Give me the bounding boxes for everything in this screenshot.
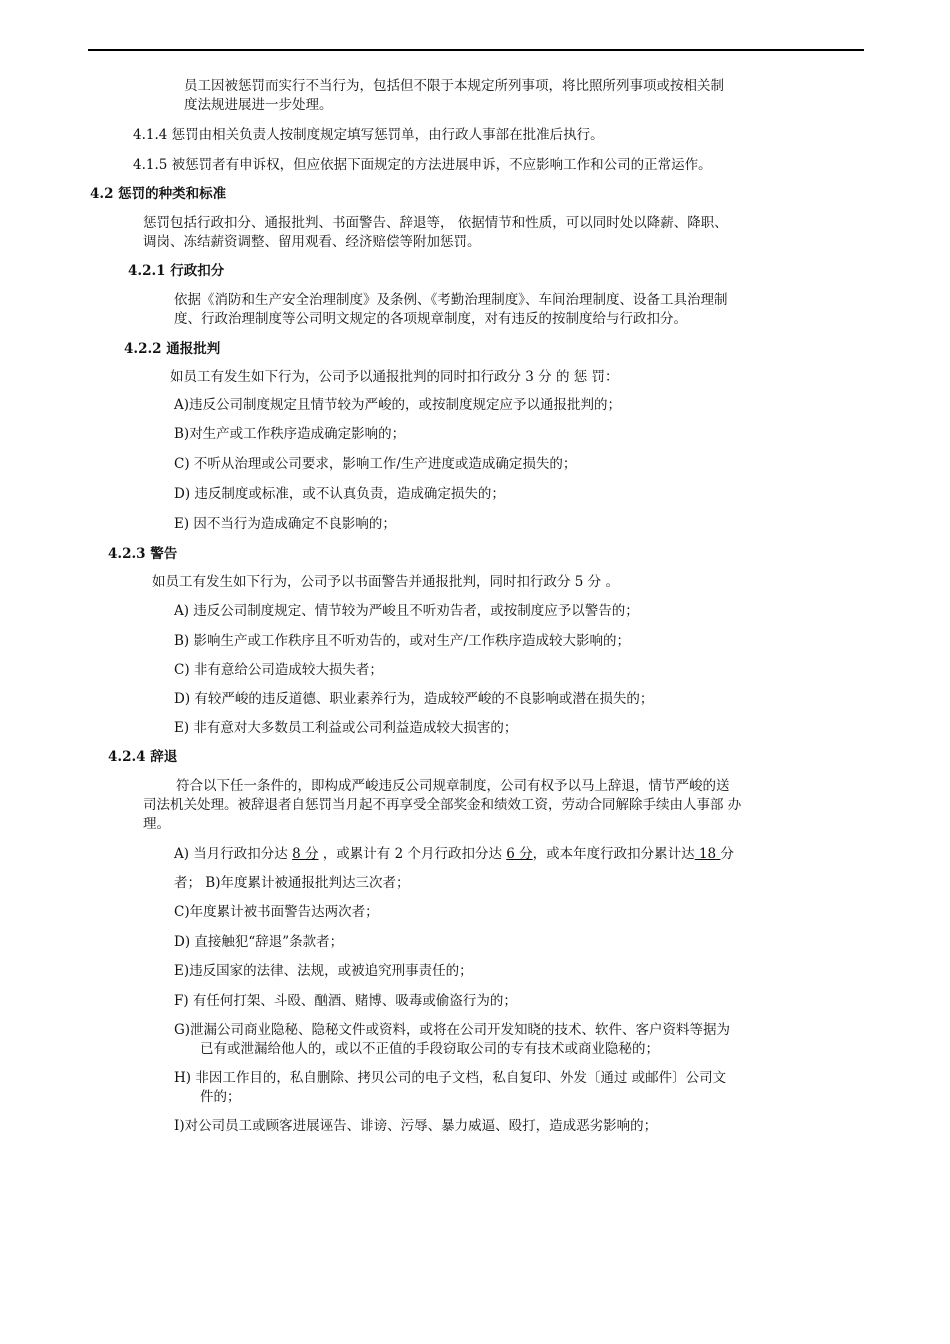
section-4-2-heading: 4.2 惩罚的种类和标准: [90, 186, 227, 202]
list-item: C) 非有意给公司造成较大损失者；: [174, 662, 383, 678]
list-item: E)违反国家的法律、法规，或被追究刑事责任的；: [174, 963, 473, 979]
section-4-2-3-intro: 如员工有发生如下行为，公司予以书面警告并通报批判，同时扣行政分 5 分 。: [152, 574, 619, 590]
dismissal-item-g-line-1: G)泄漏公司商业隐秘、隐秘文件或资料，或将在公司开发知晓的技术、软件、客户资料等据为: [174, 1022, 731, 1038]
section-4-2-line-2: 调岗、冻结薪资调整、留用观看、经济赔偿等附加惩罚。: [143, 234, 481, 250]
section-4-2-4-heading: 4.2.4 辞退: [108, 749, 178, 765]
section-4-2-1-heading: 4.2.1 行政扣分: [128, 263, 225, 279]
list-item: D) 直接触犯“辞退”条款者；: [174, 934, 344, 950]
list-item: E) 非有意对大多数员工利益或公司利益造成较大损害的；: [174, 720, 518, 736]
dismissal-item-a: A) 当月行政扣分达 8 分 ，或累计有 2 个月行政扣分达 6 分，或本年度行政扣分累计达 18 分: [174, 846, 734, 862]
list-item: E) 因不当行为造成确定不良影响的；: [174, 516, 396, 532]
list-item: B)对生产或工作秩序造成确定影响的；: [174, 426, 406, 442]
list-item: C) 不听从治理或公司要求，影响工作/生产进度或造成确定损失的；: [174, 456, 577, 472]
section-4-2-line-1: 惩罚包括行政扣分、通报批判、书面警告、辞退等， 依据情节和性质，可以同时处以降薪、降职、: [143, 215, 728, 231]
section-4-2-1-line-2: 度、行政治理制度等公司明文规定的各项规章制度，对有违反的按制度给与行政扣分。: [174, 311, 687, 327]
list-item: D) 有较严峻的违反道德、职业素养行为，造成较严峻的不良影响或潜在损失的；: [174, 691, 654, 707]
section-4-2-4-line-1: 符合以下任一条件的，即构成严峻违反公司规章制度，公司有权予以马上辞退，情节严峻的送: [176, 778, 730, 794]
dismissal-item-h-line-1: H) 非因工作目的，私自删除、拷贝公司的电子文档，私自复印、外发〔通过 或邮件〕公司文: [174, 1070, 727, 1086]
list-item: A)违反公司制度规定且情节较为严峻的，或按制度规定应予以通报批判的；: [174, 397, 622, 413]
list-item: A) 违反公司制度规定、情节较为严峻且不听劝告者，或按制度应予以警告的；: [174, 603, 639, 619]
section-4-2-3-heading: 4.2.3 警告: [108, 546, 178, 562]
section-4-1-4: 4.1.4 惩罚由相关负责人按制度规定填写惩罚单，由行政人事部在批准后执行。: [133, 127, 604, 143]
header-rule: [88, 49, 864, 51]
section-4-2-4-line-3: 理。: [143, 816, 170, 832]
dismissal-item-g-line-2: 已有或泄漏给他人的，或以不正值的手段窃取公司的专有技术或商业隐秘的；: [200, 1041, 659, 1057]
dismissal-item-i: I)对公司员工或顾客进展诬告、诽谤、污辱、暴力威逼、殴打，造成恶劣影响的；: [174, 1118, 658, 1134]
list-item: D) 违反制度或标准，或不认真负责，造成确定损失的；: [174, 486, 505, 502]
list-item: B) 影响生产或工作秩序且不听劝告的，或对生产/工作秩序造成较大影响的；: [174, 633, 631, 649]
list-item: F) 有任何打架、斗殴、酗酒、赌博、吸毒或偷盗行为的；: [174, 993, 517, 1009]
section-4-2-2-intro: 如员工有发生如下行为，公司予以通报批判的同时扣行政分 3 分 的 惩 罚：: [170, 369, 619, 385]
intro-line-1: 员工因被惩罚而实行不当行为，包括但不限于本规定所列事项，将比照所列事项或按相关制: [184, 78, 724, 94]
dismissal-item-a-b: 者； B)年度累计被通报批判达三次者；: [174, 875, 410, 891]
section-4-2-4-line-2: 司法机关处理。被辞退者自惩罚当月起不再享受全部奖金和绩效工资，劳动合同解除手续由人事部 办: [143, 797, 742, 813]
dismissal-item-h-line-2: 件的；: [200, 1089, 241, 1105]
section-4-2-2-heading: 4.2.2 通报批判: [124, 341, 221, 357]
intro-line-2: 度法规进展进一步处理。: [184, 97, 333, 113]
list-item: C)年度累计被书面警告达两次者；: [174, 904, 379, 920]
section-4-2-1-line-1: 依据《消防和生产安全治理制度》及条例、《考勤治理制度》、车间治理制度、设备工具治理制: [174, 292, 728, 308]
section-4-1-5: 4.1.5 被惩罚者有申诉权，但应依据下面规定的方法进展申诉，不应影响工作和公司的正常运作。: [133, 157, 712, 173]
